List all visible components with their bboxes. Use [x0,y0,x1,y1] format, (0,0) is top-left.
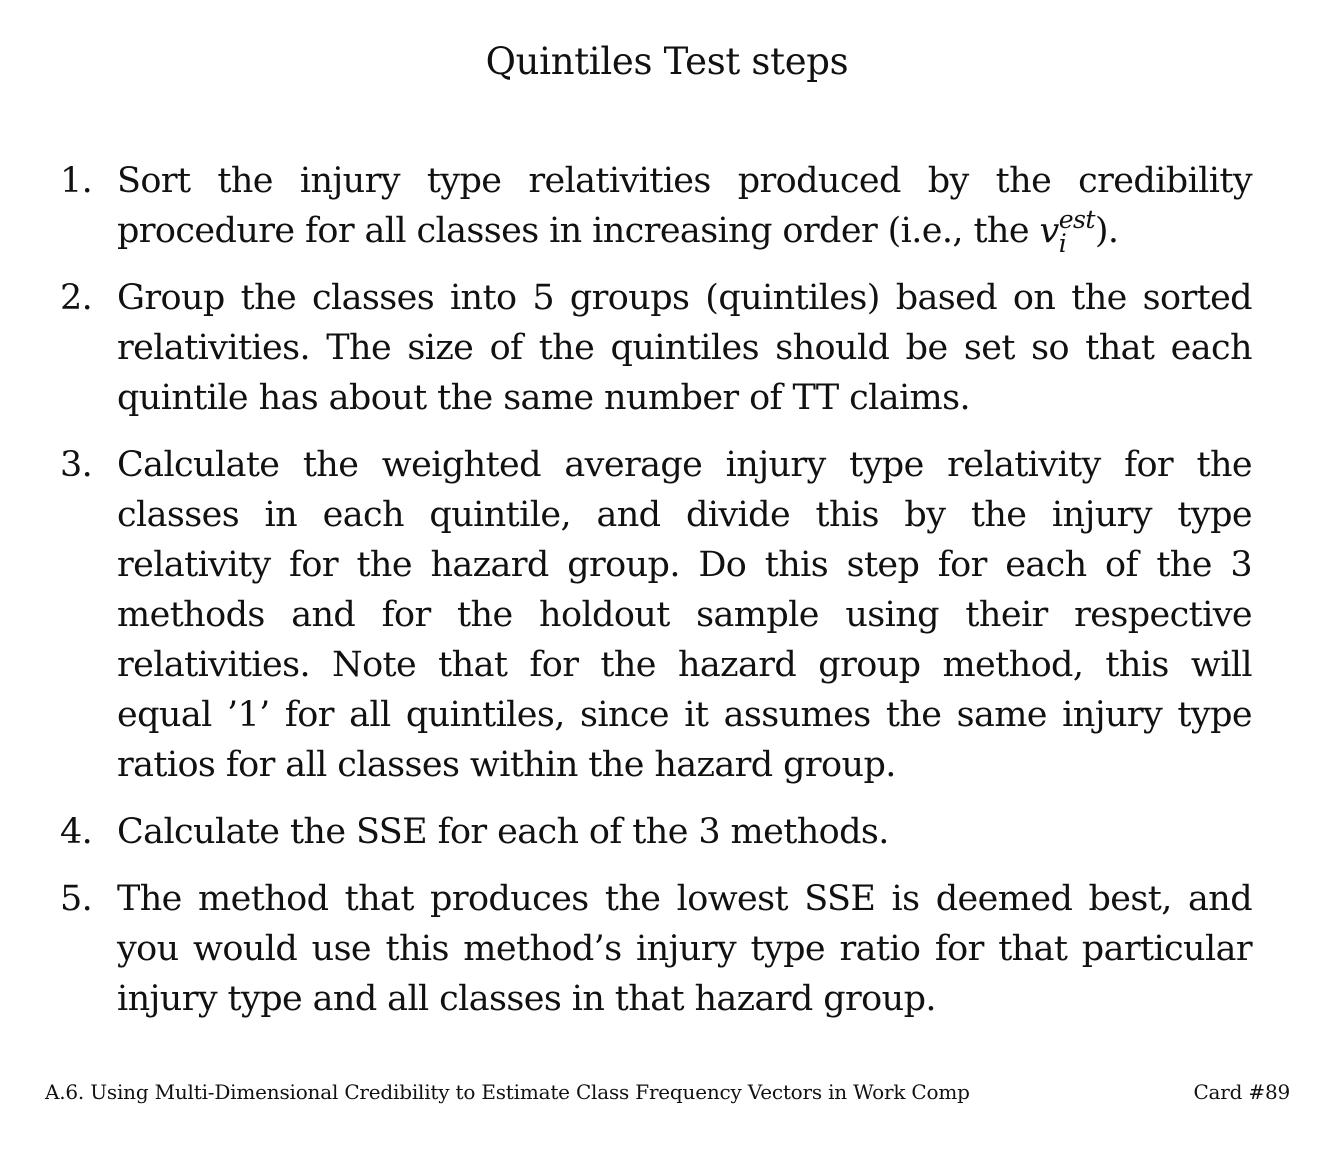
step-text: The method that produces the lowest SSE is deemed best, and you would use this method’s injury type ratio for that particular injury type and all classes in that hazard group. [117,879,1252,1020]
math-scripts [1058,205,1095,259]
step-item [60,874,1252,1024]
step-text-end: ). [1094,211,1119,251]
step-number: 2. [60,278,93,319]
footer-card-number: Card #89 [1193,1080,1290,1104]
step-text: Sort the injury type relativities produced by the credibility procedure for all classes in increasing order (i.e., the [117,161,1252,251]
step-number: 4. [60,812,93,853]
math-variable [1039,205,1095,259]
step-text: Calculate the weighted average injury type relativity for the classes in each quintile, and divide this by the injury type relativity for the hazard group. Do this step for each of the 3 methods and for the holdout sample using their respective relativities. Note that for the hazard group method, this will equal ’1’ for all quintiles, since it assumes the same injury type ratios for all classes within the hazard group. [117,445,1252,786]
step-number: 5. [60,879,93,920]
step-item [60,807,1252,857]
step-item [60,156,1252,259]
step-number: 1. [60,161,93,201]
math-base: v [1039,211,1059,251]
step-text: Group the classes into 5 groups (quintiles) based on the sorted relativities. The size of the quintiles should be set so that each quintile has about the same number of TT claims. [117,278,1252,419]
step-item [60,440,1252,790]
math-subscript: i [1058,229,1067,259]
steps-list [60,156,1252,1041]
step-number: 3. [60,445,93,486]
footer-section-title: A.6. Using Multi-Dimensional Credibility to Estimate Class Frequency Vectors in Work Comp [45,1080,970,1104]
math-superscript: est [1058,205,1095,235]
step-text: Calculate the SSE for each of the 3 methods. [117,812,889,853]
page-title: Quintiles Test steps [485,40,849,83]
step-item [60,273,1252,423]
